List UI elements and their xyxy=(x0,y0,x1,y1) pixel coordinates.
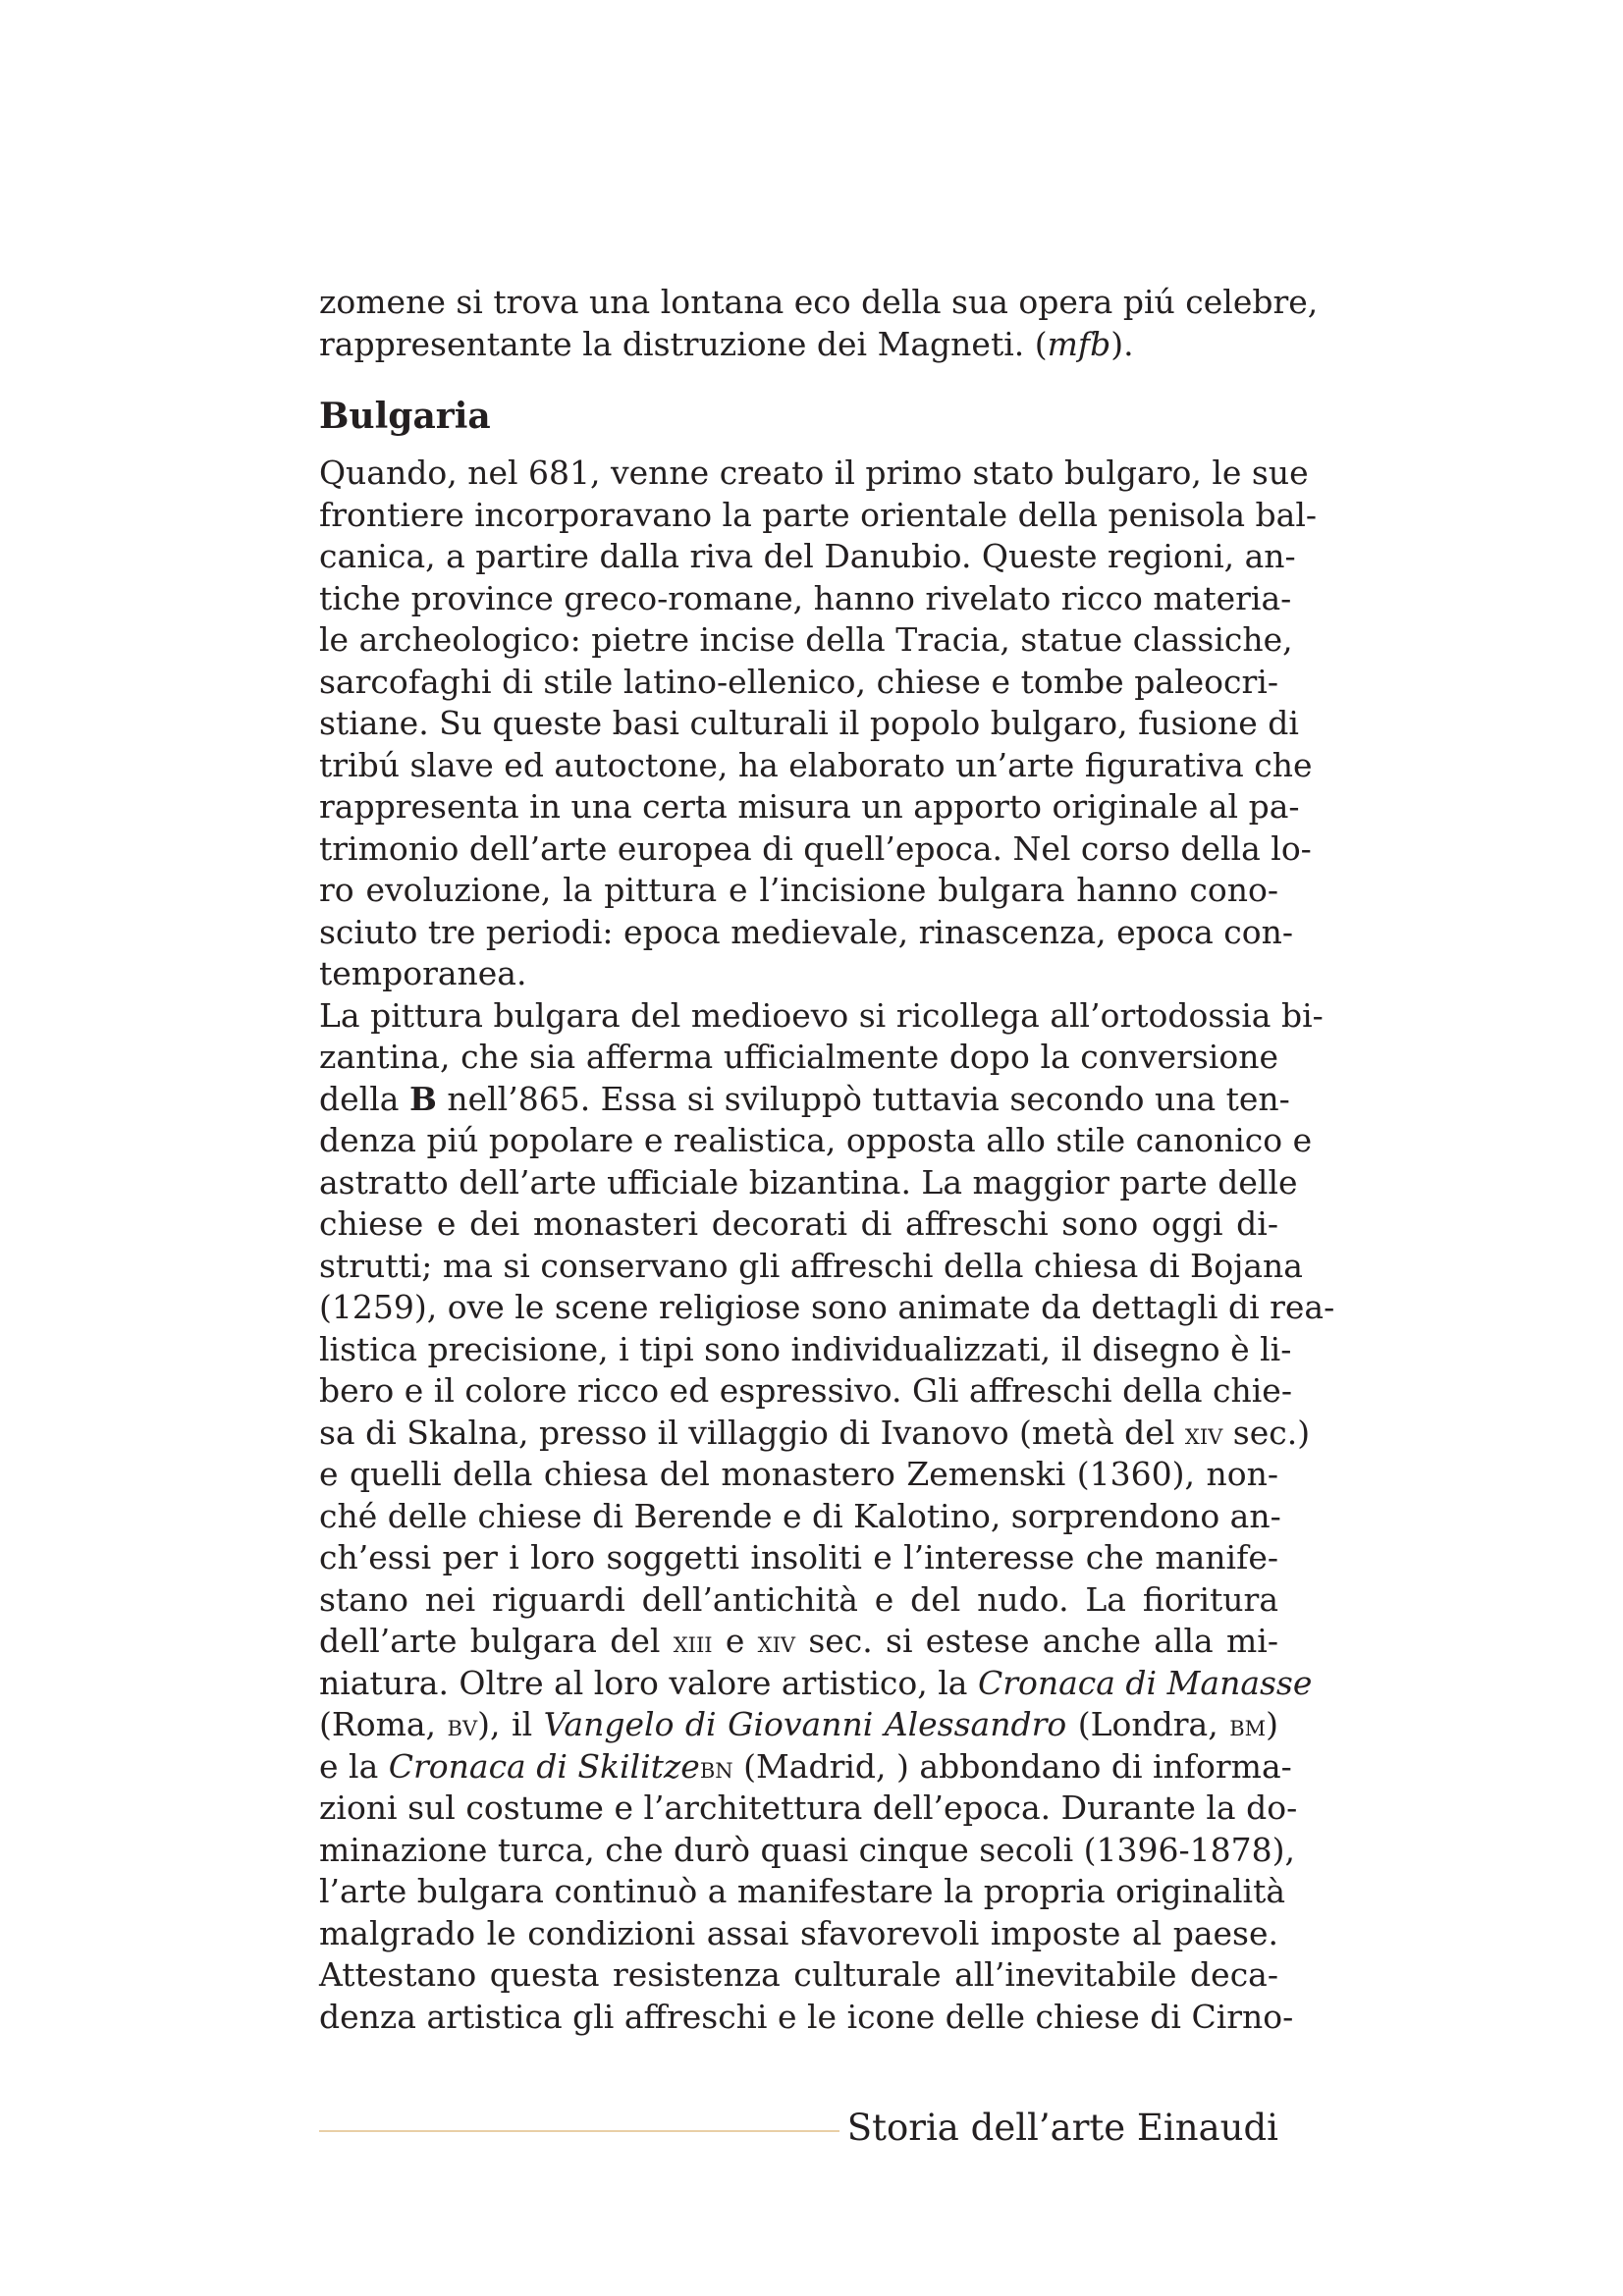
text-line: chiese e dei monasteri decorati di affreschi sono oggi di- xyxy=(319,1204,1278,1243)
text-line: denza piú popolare e realistica, opposta allo stile canonico e xyxy=(319,1121,1313,1159)
body-text xyxy=(319,453,1335,2038)
text-line: ché delle chiese di Berende e di Kalotino, sorprendono an- xyxy=(319,1496,1281,1535)
text-line: frontiere incorporavano la parte orientale della penisola bal- xyxy=(319,495,1318,534)
text-line: zomene si trova una lontana eco della sua opera piú celebre, xyxy=(319,283,1319,321)
text-line: ch’essi per i loro soggetti insoliti e l’interesse che manife- xyxy=(319,1538,1278,1576)
text-line: dell’arte bulgara del xiii e xiv sec. si estese anche alla mi- xyxy=(319,1622,1278,1660)
text-line: niatura. Oltre al loro valore artistico, la Cronaca di Manasse xyxy=(319,1663,1313,1702)
text-line: sa di Skalna, presso il villaggio di Ivanovo (metà del xiv sec.) xyxy=(319,1413,1311,1452)
text-line: stano nei riguardi dell’antichità e del nudo. La fioritura xyxy=(319,1579,1278,1619)
text-line: rappresenta in una certa misura un apporto originale al pa- xyxy=(319,787,1300,826)
text-line: bero e il colore ricco ed espressivo. Gli affreschi della chie- xyxy=(319,1371,1292,1410)
text-line: della B nell’865. Essa si sviluppò tuttavia secondo una ten- xyxy=(319,1079,1290,1118)
text-line: l’arte bulgara continuò a manifestare la propria originalità xyxy=(319,1872,1286,1910)
text-line: (Roma, bv), il Vangelo di Giovanni Alessandro (Londra, bm) xyxy=(319,1705,1279,1743)
text-line: sciuto tre periodi: epoca medievale, rinascenza, epoca con- xyxy=(319,912,1294,951)
text-line: e la Cronaca di Skilitzebn (Madrid, ) abbondano di informa- xyxy=(319,1746,1292,1786)
intro-paragraph xyxy=(319,282,1319,365)
section-heading: Bulgaria xyxy=(319,396,491,437)
text-line: zioni sul costume e l’architettura dell’epoca. Durante la do- xyxy=(319,1789,1298,1827)
author-initials: mfb xyxy=(1047,324,1111,363)
text-line: trimonio dell’arte europea di quell’epoca. Nel corso della lo- xyxy=(319,828,1312,868)
text-line: stiane. Su queste basi culturali il popolo bulgaro, fusione di xyxy=(319,704,1299,742)
text-line: Attestano questa resistenza culturale all’inevitabile deca- xyxy=(319,1955,1278,1994)
text-line: canica, a partire dalla riva del Danubio. Queste regioni, an- xyxy=(319,537,1296,575)
text-line: tribú slave ed autoctone, ha elaborato un’arte figurativa che xyxy=(319,745,1313,784)
footer-title: Storia dell’arte Einaudi xyxy=(846,2107,1278,2149)
text-line: sarcofaghi di stile latino-ellenico, chiese e tombe paleocri- xyxy=(319,662,1278,701)
text-line: temporanea. xyxy=(319,954,527,992)
text-line: tiche province greco-romane, hanno rivelato ricco materia- xyxy=(319,578,1292,617)
text-line: denza artistica gli affreschi e le icone delle chiese di Cirno- xyxy=(319,1997,1294,2036)
text-line: malgrado le condizioni assai sfavorevoli imposte al paese. xyxy=(319,1913,1278,1952)
text-line: rappresentante la distruzione dei Magneti. (mfb). xyxy=(319,324,1134,363)
text-line: listica precisione, i tipi sono individualizzati, il disegno è li- xyxy=(319,1329,1292,1368)
text-line: (1259), ove le scene religiose sono animate da dettagli di rea- xyxy=(319,1288,1335,1326)
text-line: Quando, nel 681, venne creato il primo stato bulgaro, le sue xyxy=(319,454,1309,492)
text-line: ro evoluzione, la pittura e l’incisione bulgara hanno cono- xyxy=(319,871,1278,909)
text-line: zantina, che sia afferma ufficialmente dopo la conversione xyxy=(319,1038,1278,1076)
footer-rule xyxy=(319,2130,839,2132)
text-line: le archeologico: pietre incise della Tracia, statue classiche, xyxy=(319,620,1293,659)
text-line: La pittura bulgara del medioevo si ricollega all’ortodossia bi- xyxy=(319,995,1324,1035)
text-line: strutti; ma si conservano gli affreschi della chiesa di Bojana xyxy=(319,1246,1303,1285)
text-line: astratto dell’arte ufficiale bizantina. La maggior parte delle xyxy=(319,1162,1298,1201)
text-line: minazione turca, che durò quasi cinque secoli (1396-1878), xyxy=(319,1830,1296,1869)
text-line: e quelli della chiesa del monastero Zemenski (1360), non- xyxy=(319,1455,1278,1493)
